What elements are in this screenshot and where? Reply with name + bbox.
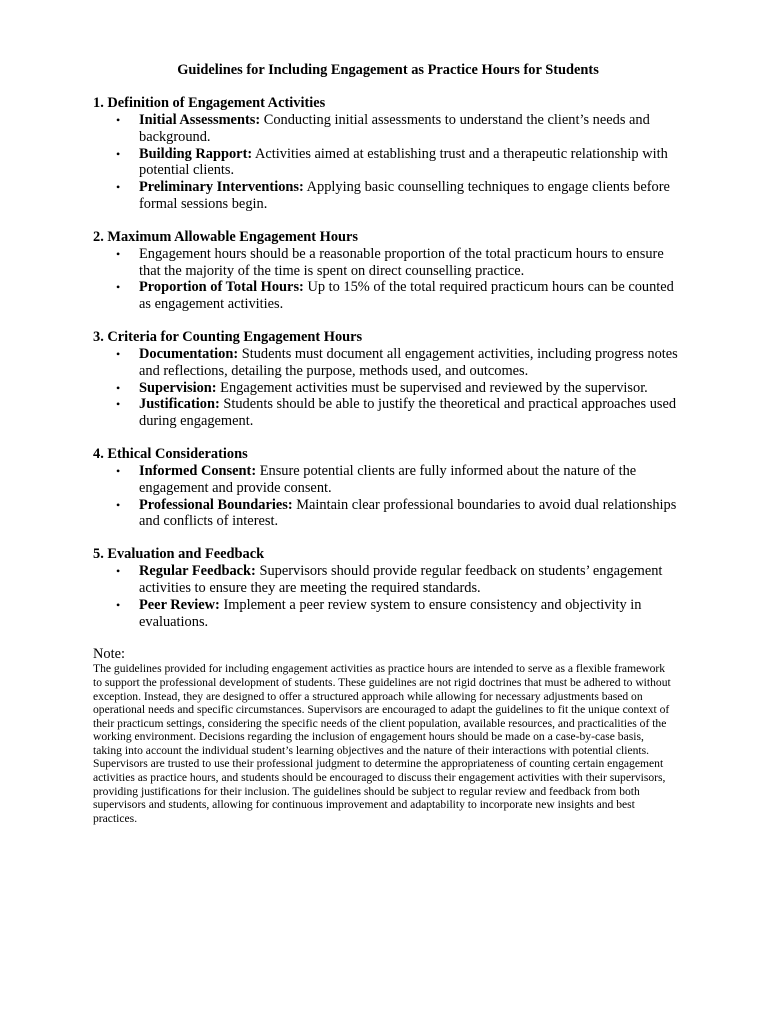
bullet-icon: • bbox=[116, 497, 121, 512]
bullet-icon: • bbox=[116, 280, 121, 295]
list-item bbox=[93, 246, 683, 280]
item-term: Proportion of Total Hours: bbox=[139, 279, 304, 296]
item-term: Peer Review: bbox=[139, 596, 220, 613]
bullet-list bbox=[93, 246, 683, 313]
item-text: Supervisors should provide regular feedback on students’ engagement activities to ensure they are meeting the required standards. bbox=[139, 563, 663, 596]
item-text: Maintain clear professional boundaries to avoid dual relationships and conflicts of interest. bbox=[139, 496, 677, 530]
list-item bbox=[93, 396, 683, 430]
bullet-icon: • bbox=[116, 597, 121, 612]
list-item bbox=[93, 380, 683, 397]
section-ethical bbox=[93, 446, 683, 530]
section-evaluation bbox=[93, 546, 683, 630]
document-title: Guidelines for Including Engagement as Practice Hours for Students bbox=[177, 62, 599, 78]
item-term: Initial Assessments: bbox=[139, 112, 261, 128]
item-text: Up to 15% of the total required practicum hours can be counted as engagement activities. bbox=[139, 279, 674, 313]
item-text: Engagement hours should be a reasonable proportion of the total practicum hours to ensure that the majority of the time is spent on direct counselling practice. bbox=[139, 245, 664, 279]
list-item bbox=[93, 146, 683, 180]
section-definition bbox=[93, 95, 683, 213]
bullet-icon: • bbox=[116, 346, 121, 361]
bullet-icon: • bbox=[116, 146, 121, 161]
item-text: Applying basic counselling techniques to engage clients before formal sessions begin. bbox=[139, 179, 670, 212]
section-criteria bbox=[93, 329, 683, 430]
list-item bbox=[93, 179, 683, 213]
item-term: Professional Boundaries: bbox=[139, 496, 293, 513]
list-item bbox=[93, 112, 683, 146]
bullet-list bbox=[93, 563, 683, 630]
bullet-icon: • bbox=[116, 180, 121, 195]
bullet-list bbox=[93, 112, 683, 213]
item-term: Regular Feedback: bbox=[139, 563, 256, 580]
bullet-list bbox=[93, 346, 683, 430]
item-term: Building Rapport: bbox=[139, 145, 253, 162]
section-maximum-hours bbox=[93, 229, 683, 313]
section-heading: 3. Criteria for Counting Engagement Hours bbox=[93, 328, 363, 345]
list-item bbox=[93, 279, 683, 313]
list-item bbox=[93, 497, 683, 531]
item-term: Informed Consent: bbox=[139, 462, 257, 479]
list-item bbox=[93, 597, 683, 631]
section-heading: 4. Ethical Considerations bbox=[93, 445, 248, 462]
item-term: Documentation: bbox=[139, 345, 239, 362]
item-term: Preliminary Interventions: bbox=[139, 179, 304, 196]
item-text: Students must document all engagement activities, including progress notes and reflections, detailing the purpose, methods used, and outcomes. bbox=[139, 345, 678, 379]
bullet-icon: • bbox=[116, 397, 121, 412]
item-term: Supervision: bbox=[139, 379, 217, 396]
list-item bbox=[93, 346, 683, 380]
section-heading: 5. Evaluation and Feedback bbox=[93, 546, 265, 563]
item-text: Ensure potential clients are fully informed about the nature of the engagement and provide consent. bbox=[139, 462, 637, 496]
note-heading: Note: bbox=[93, 646, 125, 663]
section-heading: 1. Definition of Engagement Activities bbox=[93, 95, 326, 111]
item-term: Justification: bbox=[139, 396, 220, 413]
bullet-icon: • bbox=[116, 380, 121, 395]
document-page bbox=[93, 62, 683, 825]
bullet-list bbox=[93, 463, 683, 530]
item-text: Implement a peer review system to ensure consistency and objectivity in evaluations. bbox=[139, 596, 642, 630]
list-item bbox=[93, 563, 683, 597]
bullet-icon: • bbox=[116, 246, 121, 261]
item-text: Activities aimed at establishing trust and a therapeutic relationship with potential clients. bbox=[139, 145, 668, 179]
list-item bbox=[93, 463, 683, 497]
section-heading: 2. Maximum Allowable Engagement Hours bbox=[93, 228, 359, 245]
item-text: Engagement activities must be supervised and reviewed by the supervisor. bbox=[216, 379, 648, 396]
bullet-icon: • bbox=[116, 564, 121, 579]
note-section bbox=[93, 646, 683, 825]
item-text: Conducting initial assessments to understand the client’s needs and background. bbox=[139, 112, 650, 145]
note-body: The guidelines provided for including engagement activities as practice hours are intended to serve as a flexible framework to support the professional development of students. These guidelines are not rigid doctrines that must be adhered to without exception. Instead, they are designed to offer a structured approach while allowing for necessary adjustments based on operational needs and specific circumstances. Supervisors are encouraged to adapt the guidelines to fit the unique context of their practicum settings, considering the specific needs of the client population, available resources, and practicalities of the working environment. Decisions regarding the inclusion of engagement hours should be made on a case-by-case basis, taking into account the individual student’s learning objectives and the nature of their interactions with potential clients. Supervisors are trusted to use their professional judgment to determine the appropriateness of counting certain engagement activities as practice hours, and students should be encouraged to discuss their engagement activities with their supervisors, providing justifications for their inclusion. The guidelines should be subject to regular review and feedback from both supervisors and students, allowing for continuous improvement and adaptability to incorporate new insights and best practices. bbox=[93, 662, 671, 825]
bullet-icon: • bbox=[116, 113, 121, 127]
bullet-icon: • bbox=[116, 463, 121, 478]
item-text: Students should be able to justify the theoretical and practical approaches used during engagement. bbox=[139, 396, 677, 430]
